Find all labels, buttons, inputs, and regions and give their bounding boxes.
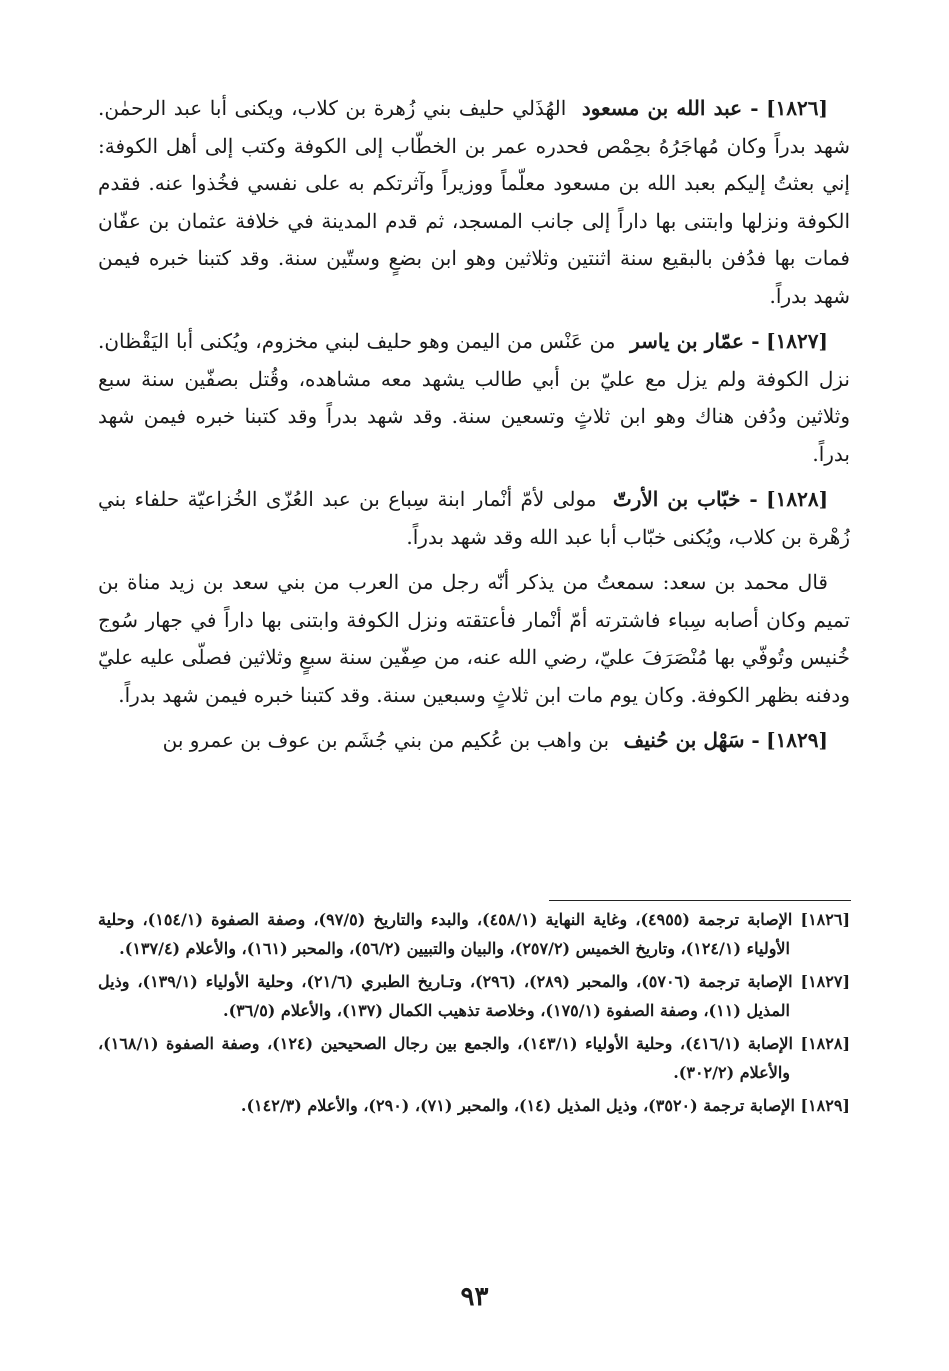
entry-paragraph [98, 481, 850, 556]
entry-number: [١٨٢٩] [766, 728, 828, 752]
entry-number: [١٨٢٧] [766, 329, 828, 353]
footnote: [١٨٢٦] الإصابة ترجمة (٤٩٥٥)، وغاية النهاية (٤٥٨/١)، والبدء والتاريخ (٩٧/٥)، وصفة الصفوة (١٥٤/١)، وحلية الأولياء (١٢٤/١)، وتاريخ الخميس (٢٥٧/٢)، والبيان والتبيين (٥٦/٢)، والمحبر (١٦١)، والأعلام (١٣٧/٤). [98, 910, 851, 958]
entry-name: - خبّاب بن الأرتّ [612, 487, 758, 511]
page-number: ٩٣ [460, 1282, 489, 1312]
entry-paragraph [98, 90, 850, 315]
entry-number: [١٨٢٨] [766, 487, 829, 511]
entry-text: من عَنْس من اليمن وهو حليف لبني مخزوم، ويُكنى أبا اليَقْظان. نزل الكوفة ولم يزل مع عليّ بن أبي طالب يشهد معه مشاهده، وقُتل بصفّين سنة سبع وثلاثين ودُفن هناك وهو ابن ثلاثٍ وتسعين سنة. وقد شهد بدراً وقد كتبنا خبره فيمن شهد بدراً. [98, 329, 850, 466]
footnote: [١٨٢٩] الإصابة ترجمة (٣٥٢٠)، وذيل المذيل (١٤)، والمحبر (٧١)، (٢٩٠)، والأعلام (١٤٢/٣). [240, 1096, 850, 1115]
entry-text: الهُذَلي حليف بني زُهرة بن كلاب، ويكنى أبا عبد الرحمٰن. شهد بدراً وكان مُهاجَرُهُ بحِمْص فحدره عمر بن الخطّاب إلى الكوفة وكتب إلى أهل الكوفة: إني بعثتُ إليكم بعبد الله بن مسعود معلّماً ووزيراً وآثرتكم به على نفسي فخُذوا عنه. فقدم الكوفة ونزلها وابتنى بها داراً إلى جانب المسجد، ثم قدم المدينة في خلافة عثمان بن عفّان فمات بها فدُفن بالبقيع سنة اثنتين وثلاثين وهو ابن بضعٍ وستّين سنة. وقد كتبنا خبره فيمن شهد بدراً. [98, 96, 850, 308]
footnotes [98, 905, 850, 1124]
entry-text: قال محمد بن سعد: سمعتُ من يذكر أنّه رجل من العرب من بني سعد بن زيد مناة بن تميم وكان أصابه سِباء فاشترته أمّ أنْمار فأعتقته ونزل الكوفة وابتنى بها داراً في جهار سُوج خُنيس وتُوفّي بها مُنْصَرَفَ عليّ، رضي الله عنه، من صِفّين سنة سبعٍ وثلاثين فصلّى عليه عليّ ودفنه بظهر الكوفة. وكان يوم مات ابن ثلاثٍ وسبعين سنة. وقد كتبنا خبره فيمن شهد بدراً. [98, 570, 850, 707]
entry-name: - عبد الله بن مسعود [581, 96, 759, 120]
entry-paragraph [98, 323, 850, 473]
footnote: [١٨٢٧] الإصابة ترجمة (٥٧٠٦)، والمحبر (٢٨٩)، (٢٩٦)، وتـاريخ الطبري (٢١/٦)، وحلية الأولياء (١٣٩/١)، وذيل المذيل (١١)، وصفة الصفوة (١٧٥/١)، وخلاصة تذهيب الكمال (١٣٧)، والأعلام (٣٦/٥). [98, 972, 851, 1020]
entry-paragraph [98, 722, 850, 760]
entry-name: - عمّار بن ياسر [630, 329, 760, 353]
entry-text: بن واهب بن عُكيم من بني جُشَم بن عوف بن عمرو بن [162, 728, 610, 752]
entry-name: - سَهْل بن حُنيف [623, 728, 760, 752]
main-text [98, 90, 850, 768]
entry-paragraph [98, 564, 850, 714]
entry-number: [١٨٢٦] [766, 96, 828, 120]
footnote: [١٨٢٨] الإصابة (٤١٦/١)، وحلية الأولياء (١٤٣/١)، والجمع بين رجال الصحيحين (١٢٤)، وصفة الصفوة (١٦٨/١)، والأعلام (٣٠٢/٢). [98, 1034, 851, 1082]
entry-text: مولى لأمّ أنْمار ابنة سِباع بن عبد العُزّى الخُزاعيّة حلفاء بني زُهْرة بن كلاب، ويُكنى خبّاب أبا عبد الله وقد شهد بدراً. [98, 487, 850, 549]
footnote-divider [549, 900, 851, 901]
